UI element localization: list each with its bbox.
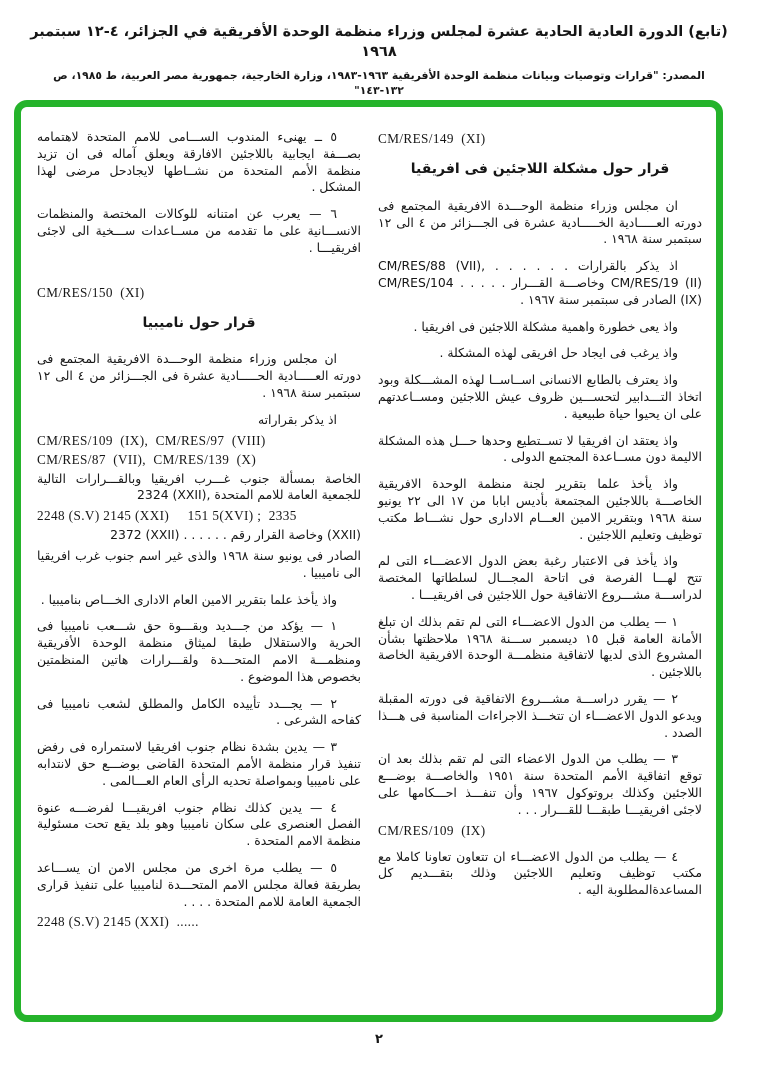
numbered-item-1: ١ — يطلب من الدول الاعضـــاء التى لم تقم بذلك ان تبلغ الأمانة العامة قبل ١٥ ديسمبر ســـنة ١٩٦٨ ملاحظتها بشأن المشروع الذى لديها لاتفاقية منظمـــة الوحدة الافريقية الخاصة باللاجئين . [378, 613, 702, 680]
numbered-item-5: ٥ ــ يهنىء المندوب الســـامى للامم المتحدة لاهتمامه بصـــفة ايجابية باللاجئين الافارقة ويعلق آماله فى ان تزيد منظمة الأمم المتحدة من نشــاطها لايجادحل مرضى لهذا المشكل . [37, 129, 361, 195]
left-column [37, 129, 361, 1007]
paragraph: واذ يأخذ علما بتقرير الامين العام الادارى الخـــاص بناميبيا . [40, 591, 337, 607]
page-number: ٢ [375, 1032, 383, 1047]
paragraph: واذ يأخذ فى الاعتبار رغبة بعض الدول الاعضـــاء التى لم تتح لهـــا الفرصة فى اتاحة المجـــال لسلطاتها المختصة لدراســـة مشـــروع الاتفاقية حول اللاجئين فى افريقيـــا . [378, 553, 702, 602]
numbered-item-6: ٦ — يعرب عن امتنانه للوكالات المختصة والمنظمات الانســـانية على ما تقدمه من مســاعدات ســـخية الى لاجئى افريقيـــا . [37, 206, 361, 255]
paragraph: الصادر فى يونيو سنة ١٩٦٨ والذى غير اسم جنوب غرب افريقيا الى ناميبيا . [37, 547, 361, 580]
source-line: المصدر: "قرارات وتوصيات وبيانات منظمة الوحدة الأفريقية ١٩٦٣-١٩٨٣، وزارة الخارجية، جمهورية مصر العربية، ط ١٩٨٥، ص ١٣٢-١٤٣" [53, 69, 705, 97]
paragraph-recall: اذ يذكر بقراراته [257, 411, 337, 427]
un-resolution-refs-line2: CM/RES/87 (VII), CM/RES/139 (X) [37, 451, 257, 467]
paragraph: واذ يأخذ علما بتقرير لجنة منظمة الوحدة الافريقية الخاصـــة باللاجئين المجتمعة بأديس ابابا من ١٧ الى ٢٢ يونيو سنة ١٩٦٨ وبتقرير الامين العـــام الادارى حول نشـــاط مكتب توظيف وتعليم اللاجئين . [378, 476, 702, 542]
paragraph: واذ يعترف بالطابع الانسانى اســاســا لهذه المشـــكلة وبود اتخاذ التـــدابير لتحســـين ظروف عيش اللاجئين ومســاعدتهم على ان يحيوا حياة طبيعية . [378, 372, 702, 421]
resolution-ref-149: CM/RES/149 (XI) [378, 131, 486, 146]
numbered-item-4: ٤ — يدين كذلك نظام جنوب افريقيـــا لفرضـــه عنوة الفصل العنصرى على سكان ناميبيا وهو بلد يقع تحت مسئولية منظمة الامم المتحدة . [37, 799, 361, 849]
paragraph: ان مجلس وزراء منظمة الوحـــدة الافريقية المجتمع فى دورته العـــــادية الخـــــادية عشرة فى الجـــزائر من ٤ الى ١٢ سبتمبر سنة ١٩٦٨ . [378, 197, 702, 247]
session-title: (تابع) الدورة العادية الحادية عشرة لمجلس وزراء منظمة الوحدة الأفريقية في الجزائر، ٤-١٢ سبتمبر ١٩٦٨ [30, 24, 728, 60]
resolution-title-refugees: قرار حول مشكلة اللاجئين فى افريقيا [410, 161, 670, 177]
paragraph: واذ يرغب فى ايجاد حل افريقى لهذه المشكلة . [439, 345, 678, 361]
paragraph: ان مجلس وزراء منظمة الوحـــدة الافريقية المجتمع فى دورته العـــــادية الحـــــادية عشرة فى الجـــزائر من ٤ الى ١٢ سبتمبر سنة ١٩٦٨ . [37, 351, 361, 400]
paragraph-recall-resolutions: اذ يذكر بالقرارات . . . ‎CM/RES/88 (VII),‎ . . . ‎CM/RES/19 (II)‎ وخاصـــة القـــرار . . . . . ‎CM/RES/104 (IX)‎ الصادر فى سبتمبر سنة ١٩٦٧ . [378, 258, 702, 307]
numbered-item-3: ٣ — يدين بشدة نظام جنوب افريقيا لاستمراره فى رفض تنفيذ قرار منظمة الأمم المتحدة القاضى بوضـــع حق لانتدابه على ناميبيا وبمواصلة تحديه الرأى العام العـــالمى . [37, 739, 361, 788]
paragraph: ‎(XXII)‎ وخاصة القرار رقم . . . . . . ‎2372 (XXII)‎ [110, 527, 361, 543]
numbered-item-3: ٣ — يطلب من الدول الاعضاء التى لم تقم بذلك بعد ان توقع اتفاقية الأمم المتحدة سنة ١٩٥١ والخاصـــة بوضـــع اللاجئين وكذلك بروتوكول ١٩٦٧ وأن تنفـــذ احـــكامها على لاجئى افريقيـــا طبقـــا للقـــرار . . . [378, 751, 703, 817]
resolution-title-namibia: قرار حول ناميبيا [142, 314, 256, 331]
page-header [0, 22, 758, 98]
right-column [378, 129, 702, 1007]
numbered-item-1: ١ — يؤكد من جـــديد وبقـــوة حق شـــعب ناميبيا فى الحرية والاستقلال طبقا لميثاق منظمة الوحدة الأفريقية ومنظمـــة الامم المتحـــدة ولقـــرارات هاتين المنظمتين بخصوص هذا الموضوع . [37, 618, 361, 684]
paragraph: الخاصة بمسألة جنوب غـــرب افريقيا وبالقـــرارات التالية للجمعية العامة للامم المتحدة ‎2324 (XXII),‎ [37, 470, 361, 503]
un-resolution-refs-line3: 2248 (S.V) 2145 (XXI) 151 5(XVI) ; 2335 [37, 508, 297, 524]
numbered-item-4: ٤ — يطلب من الدول الاعضـــاء ان تتعاون تعاونا كاملا مع مكتب توظيف وتعليم اللاجئين وذلك بتقـــديم كل المساعدةالمطلوبة اليه . [378, 848, 702, 898]
un-resolution-refs-line1: CM/RES/109 (IX), CM/RES/97 (VIII) [37, 432, 266, 448]
un-resolution-ref: CM/RES/109 (IX) [378, 822, 486, 838]
paragraph: واذ يعتقد ان افريقيا لا تســتطيع وحدها حـــل هذه المشكلة الاليمة دون مســاعدة المجتمع الدولى . [378, 432, 702, 465]
numbered-item-2: ٢ — يجـــدد تأييده الكامل والمطلق لشعب ناميبيا فى كفاحه الشرعى . [37, 695, 361, 728]
paragraph: واذ يعى خطورة واهمية مشكلة اللاجئين فى افريقيا . [413, 318, 678, 334]
resolution-ref-150: CM/RES/150 (XI) [37, 284, 145, 300]
green-border-frame [14, 100, 723, 1022]
un-resolution-ref-final: 2248 (S.V) 2145 (XXI) ...... [37, 914, 199, 930]
numbered-item-2: ٢ — يقرر دراســـة مشـــروع الاتفاقية فى دورته المقبلة ويدعو الدول الاعضـــاء ان تتخـــذ الاجراءات المناسبة فى هـــذا الصدد . [378, 690, 702, 740]
numbered-item-5: ٥ — يطلب مرة اخرى من مجلس الامن ان يســـاعد بطريقة فعالة مجلس الامم المتحـــدة لناميبيا على تنفيذ قرارى الجمعية العامة للامم المتحدة . . . . [37, 859, 361, 909]
document-body [21, 107, 716, 1015]
